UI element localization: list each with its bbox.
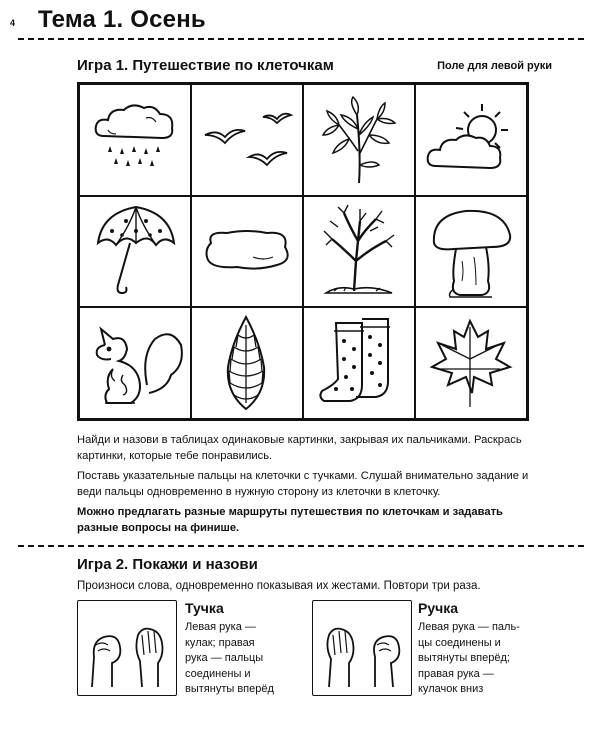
grid-cell-pine-cone[interactable]: [191, 307, 303, 419]
hand-gesture-handle: [312, 600, 412, 696]
word-title-handle: Ручка: [418, 600, 459, 616]
sun-behind-cloud-icon: [426, 100, 516, 180]
instruction-2: Поставь указательные пальцы на клеточки с тучками. Слушай внимательно задание и веди пальцы одновременно в нужную сторону из клеточки в клеточку.: [77, 470, 529, 498]
instruction-3: Можно предлагать разные маршруты путешествия по клеточкам и задавать разные вопросы на финише.: [77, 506, 503, 534]
rubber-boots-icon: [314, 315, 404, 411]
middle-divider: [18, 545, 584, 547]
grid-cell-puddle[interactable]: [191, 196, 303, 308]
grid-cell-squirrel[interactable]: [79, 307, 191, 419]
pine-cone-icon: [212, 313, 282, 413]
grid-cell-rain-cloud[interactable]: [79, 84, 191, 196]
game2-title: Игра 2. Покажи и назови: [77, 556, 258, 573]
hands-cloud-gesture-icon: [78, 601, 176, 695]
game1-title: Игра 1. Путешествие по клеточкам: [77, 57, 334, 74]
grid-cell-rubber-boots[interactable]: [303, 307, 415, 419]
grid-cell-sun-behind-cloud[interactable]: [415, 84, 527, 196]
bare-tree-icon: [314, 201, 404, 301]
top-divider: [18, 38, 584, 40]
puddle-icon: [197, 221, 297, 281]
maple-leaf-icon: [426, 315, 516, 411]
rain-cloud-icon: [90, 100, 180, 180]
word-desc-cloud: Левая рука — кулак; правая рука — пальцы соединены и вытянуты вперёд: [185, 621, 274, 695]
mushroom-icon: [426, 201, 516, 301]
grid-cell-bare-tree[interactable]: [303, 196, 415, 308]
hands-handle-gesture-icon: [313, 601, 411, 695]
grid-cell-willow-branch[interactable]: [303, 84, 415, 196]
willow-branch-icon: [319, 95, 399, 185]
grid-cell-maple-leaf[interactable]: [415, 307, 527, 419]
umbrella-icon: [90, 201, 180, 301]
squirrel-icon: [85, 315, 185, 411]
grid-cell-flying-birds[interactable]: [191, 84, 303, 196]
hand-gesture-cloud: [77, 600, 177, 696]
page-title: Тема 1. Осень: [38, 6, 206, 33]
grid-cell-mushroom[interactable]: [415, 196, 527, 308]
flying-birds-icon: [197, 105, 297, 175]
word-title-cloud: Тучка: [185, 600, 224, 616]
word-desc-handle: Левая рука — паль- цы соединены и вытянуты вперёд; правая рука — кулачок вниз: [418, 621, 520, 695]
game2-intro: Произноси слова, одновременно показывая их жестами. Повтори три раза.: [77, 580, 481, 592]
instruction-1: Найди и назови в таблицах одинаковые картинки, закрывая их пальчиками. Раскрась картинки, которые тебе понравились.: [77, 434, 522, 462]
page-number: 4: [10, 18, 16, 28]
grid-cell-umbrella[interactable]: [79, 196, 191, 308]
picture-grid: [77, 82, 529, 421]
field-note: Поле для левой руки: [437, 60, 552, 72]
